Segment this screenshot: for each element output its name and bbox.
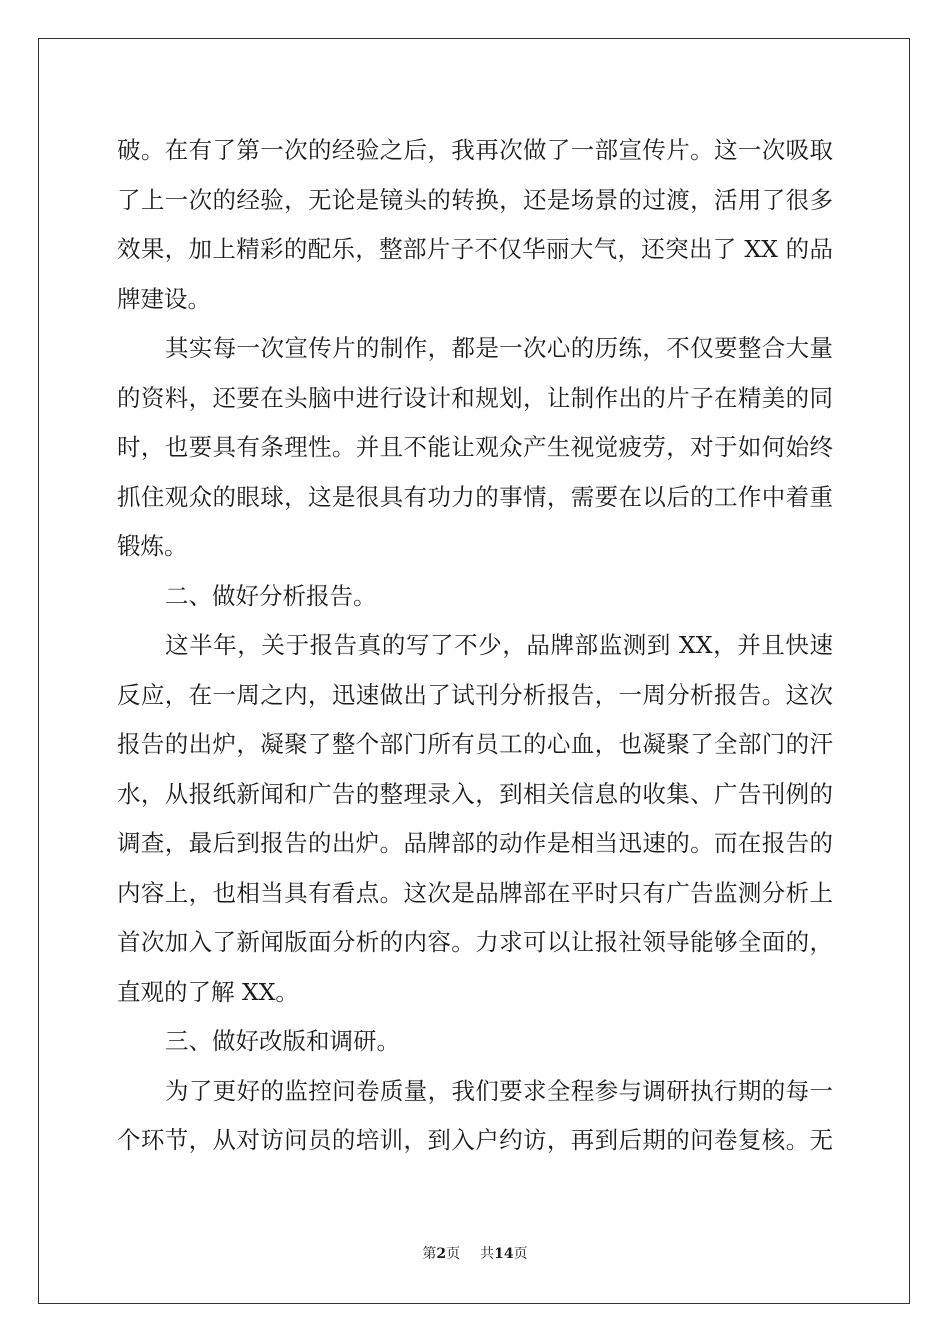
text-line: 水，从报纸新闻和广告的整理录入，到相关信息的收集、广告刊例的 [117, 779, 833, 808]
text-line: 个环节，从对访问员的培训，到入户约访，再到后期的问卷复核。无 [117, 1126, 833, 1154]
text-line: 报告的出炉，凝聚了整个部门所有员工的心血，也凝聚了全部门的汗 [117, 730, 833, 758]
text-line: 效果，加上精彩的配乐，整部片子不仅华丽大气，还突出了 XX 的品 [117, 235, 833, 263]
text-line: 破。在有了第一次的经验之后，我再次做了一部宣传片。这一次吸取 [117, 136, 833, 164]
document-body [117, 126, 833, 1166]
text-line: 时，也要具有条理性。并且不能让观众产生视觉疲劳，对于如何始终 [117, 433, 833, 461]
total-page-number: 14 [494, 1246, 514, 1262]
text-line: 直观的了解 XX。 [117, 977, 299, 1006]
text-line: 的资料，还要在头脑中进行设计和规划，让制作出的片子在精美的同 [117, 383, 833, 412]
text-line: 首次加入了新闻版面分析的内容。力求可以让报社领导能够全面的， [117, 928, 833, 956]
text-line: 其实每一次宣传片的制作，都是一次心的历练，不仅要整合大量 [165, 334, 833, 362]
text-line: 为了更好的监控问卷质量，我们要求全程参与调研执行期的每一 [165, 1076, 833, 1105]
text-line: 二、做好分析报告。 [165, 581, 377, 610]
text-line: 反应，在一周之内，迅速做出了试刊分析报告，一周分析报告。这次 [117, 680, 833, 709]
total-label-suffix: 页 [513, 1246, 528, 1262]
page-footer [0, 1243, 950, 1263]
text-line: 这半年，关于报告真的写了不少，品牌部监测到 XX，并且快速 [165, 631, 833, 659]
current-page-number: 2 [436, 1246, 447, 1262]
text-line: 牌建设。 [117, 284, 211, 313]
page-label-prefix: 第 [422, 1246, 437, 1262]
text-line: 抓住观众的眼球，这是很具有功力的事情，需要在以后的工作中着重 [117, 482, 833, 511]
text-line: 锻炼。 [117, 532, 188, 560]
page-label-suffix: 页 [446, 1246, 461, 1262]
text-line: 三、做好改版和调研。 [165, 1027, 400, 1055]
text-line: 了上一次的经验，无论是镜头的转换，还是场景的过渡，活用了很多 [117, 185, 833, 214]
text-line: 内容上，也相当具有看点。这次是品牌部在平时只有广告监测分析上 [117, 878, 833, 907]
total-label-prefix: 共 [480, 1246, 495, 1262]
text-line: 调查，最后到报告的出炉。品牌部的动作是相当迅速的。而在报告的 [117, 829, 833, 857]
